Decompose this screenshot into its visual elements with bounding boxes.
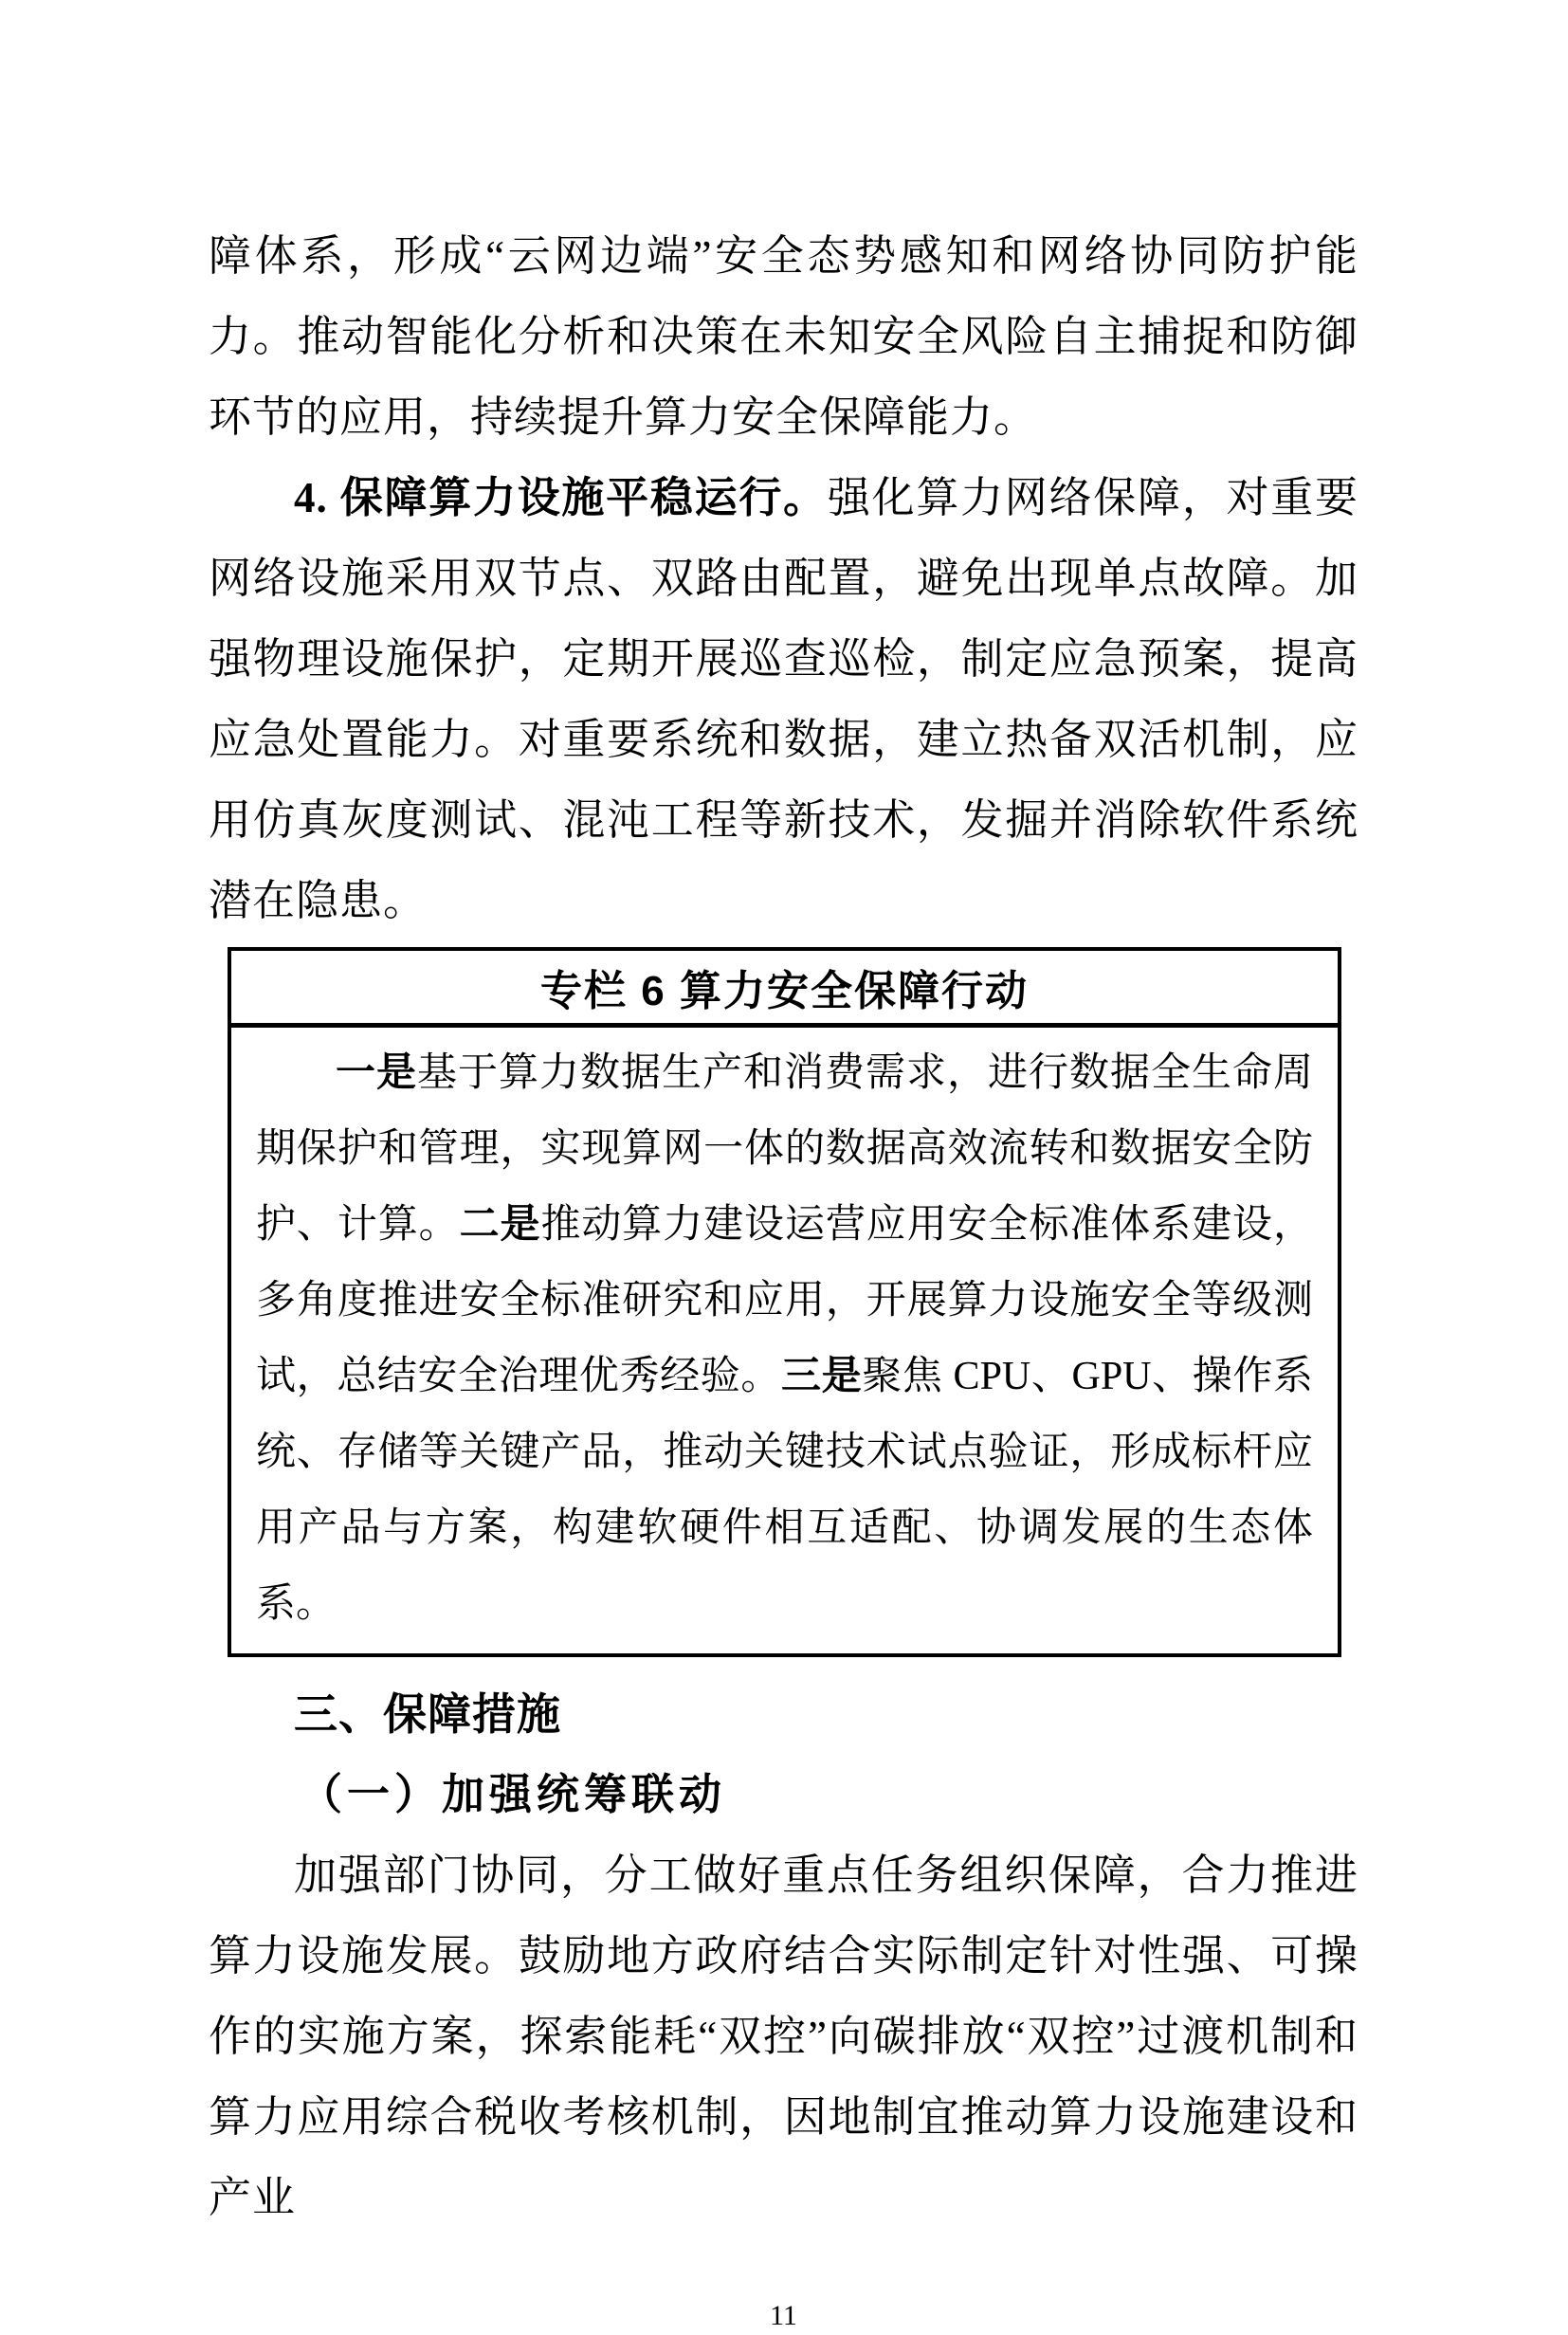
item4-bold-lead: 4. 保障算力设施平稳运行。 <box>294 474 828 521</box>
callout-box <box>228 947 1341 1657</box>
callout-segment-text-3: 聚焦 CPU、GPU、操作系统、存储等关键产品，推动关键技术试点验证，形成标杆应用产品与方案，构建软硬件相互适配、协调发展的生态体系。 <box>256 1355 1313 1626</box>
callout-body <box>231 1028 1338 1653</box>
callout-segment-text-2: 推动算力建设运营应用安全标准体系建设，多角度推进安全标准研究和应用，开展算力设施安全等级测试，总结安全治理优秀经验。 <box>256 1203 1313 1398</box>
paragraph-item4 <box>209 458 1358 941</box>
item4-body-text: 强化算力网络保障，对重要网络设施采用双节点、双路由配置，避免出现单点故障。加强物理设施保护，定期开展巡查巡检，制定应急预案，提高应急处置能力。对重要系统和数据，建立热备双活机制，应用仿真灰度测试、混沌工程等新技术，发掘并消除软件系统潜在隐患。 <box>209 474 1358 924</box>
paragraph-last: 加强部门协同，分工做好重点任务组织保障，合力推进算力设施发展。鼓励地方政府结合实际制定针对性强、可操作的实施方案，探索能耗“双控”向碳排放“双控”过渡机制和算力应用综合税收考核机制，因地制宜推动算力设施建设和产业 <box>209 1852 1358 2221</box>
callout-segment-lead-3: 三是 <box>780 1355 863 1398</box>
callout-segment-lead-1: 一是 <box>336 1051 417 1095</box>
callout-title: 专栏 6 算力安全保障行动 <box>540 968 1029 1014</box>
subsection-heading: （一）加强统筹联动 <box>300 1771 727 1818</box>
page-number: 11 <box>770 2300 797 2331</box>
callout-segment-text-1: 基于算力数据生产和消费需求，进行数据全生命周期保护和管理，实现算网一体的数据高效流转和数据安全防护、计算。 <box>256 1051 1313 1247</box>
section-heading: 三、保障措施 <box>294 1689 561 1739</box>
paragraph-continuation: 障体系，形成“云网边端”安全态势感知和网络协同防护能力。推动智能化分析和决策在未知安全风险自主捕捉和防御环节的应用，持续提升算力安全保障能力。 <box>209 232 1358 441</box>
callout-title-row <box>231 951 1338 1028</box>
callout-segment-lead-2: 二是 <box>459 1203 541 1247</box>
